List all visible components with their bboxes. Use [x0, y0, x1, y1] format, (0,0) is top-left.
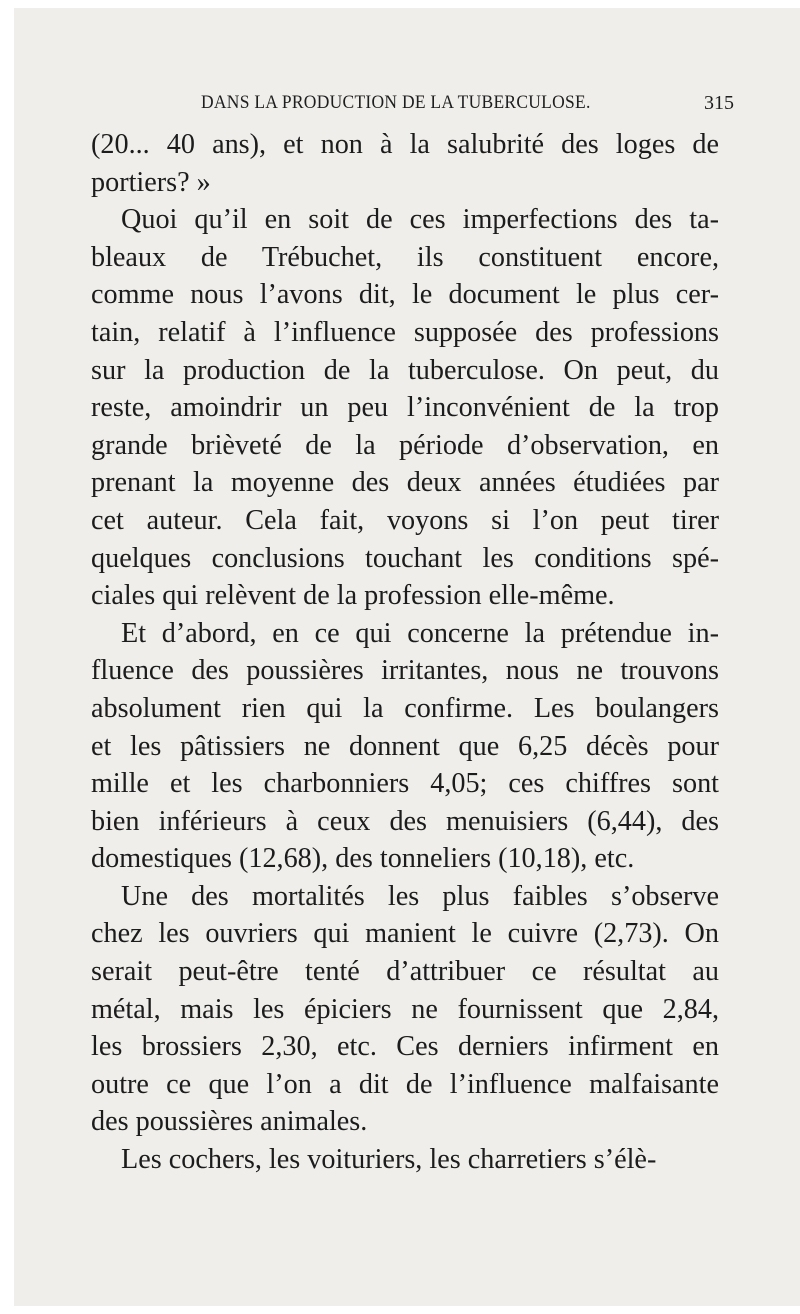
- text-line: ciales qui relèvent de la profession elle-même.: [91, 580, 615, 612]
- paragraph-poussieres: [91, 615, 719, 878]
- text-line: bleaux de Trébuchet, ils constituent encore,: [91, 241, 719, 273]
- text-line: serait peut-être tenté d’attribuer ce résultat au: [91, 956, 719, 988]
- text-line: chez les ouvriers qui manient le cuivre (2,73). On: [91, 918, 719, 950]
- text-line: les brossiers 2,30, etc. Ces derniers infirment en: [91, 1031, 719, 1063]
- text-line: des poussières animales.: [91, 1106, 368, 1138]
- text-line: quelques conclusions touchant les conditions spé-: [91, 542, 719, 574]
- text-line: absolument rien qui la confirme. Les boulangers: [91, 692, 719, 724]
- paragraph-cuivre: [91, 878, 719, 1141]
- text-line: bien inférieurs à ceux des menuisiers (6,44), des: [91, 805, 719, 837]
- text-line: fluence des poussières irritantes, nous ne trouvons: [91, 655, 719, 687]
- text-line: (20... 40 ans), et non à la salubrité des loges de: [91, 129, 719, 160]
- running-title: DANS LA PRODUCTION DE LA TUBERCULOSE.: [201, 92, 591, 113]
- text-line: Quoi qu’il en soit de ces imperfections des ta-: [121, 204, 719, 236]
- text-line: reste, amoindrir un peu l’inconvénient de la trop: [91, 392, 719, 424]
- text-line: portiers? »: [91, 166, 211, 198]
- paragraph-continuation: [91, 126, 719, 201]
- text-line: tain, relatif à l’influence supposée des professions: [91, 316, 719, 348]
- text-line: Les cochers, les voituriers, les charretiers s’élè-: [121, 1144, 657, 1176]
- text-line: outre ce que l’on a dit de l’influence malfaisante: [91, 1068, 719, 1100]
- text-line: comme nous l’avons dit, le document le plus cer-: [91, 279, 719, 311]
- text-line: prenant la moyenne des deux années étudiées par: [91, 467, 719, 499]
- body-text: [91, 126, 719, 1179]
- text-line: Et d’abord, en ce qui concerne la prétendue in-: [121, 617, 719, 649]
- text-line: cet auteur. Cela fait, voyons si l’on peut tirer: [91, 504, 719, 536]
- text-line: sur la production de la tuberculose. On peut, du: [91, 354, 719, 386]
- page-number: 315: [704, 92, 734, 114]
- text-line: grande brièveté de la période d’observation, en: [91, 429, 719, 461]
- paragraph-trebuchet-tables: [91, 201, 719, 615]
- text-line: métal, mais les épiciers ne fournissent que 2,84,: [91, 993, 719, 1025]
- text-line: Une des mortalités les plus faibles s’observe: [121, 880, 719, 912]
- text-line: domestiques (12,68), des tonneliers (10,18), etc.: [91, 843, 635, 875]
- text-line: mille et les charbonniers 4,05; ces chiffres sont: [91, 768, 719, 800]
- text-line: et les pâtissiers ne donnent que 6,25 décès pour: [91, 730, 719, 762]
- paragraph-cochers: [91, 1141, 719, 1179]
